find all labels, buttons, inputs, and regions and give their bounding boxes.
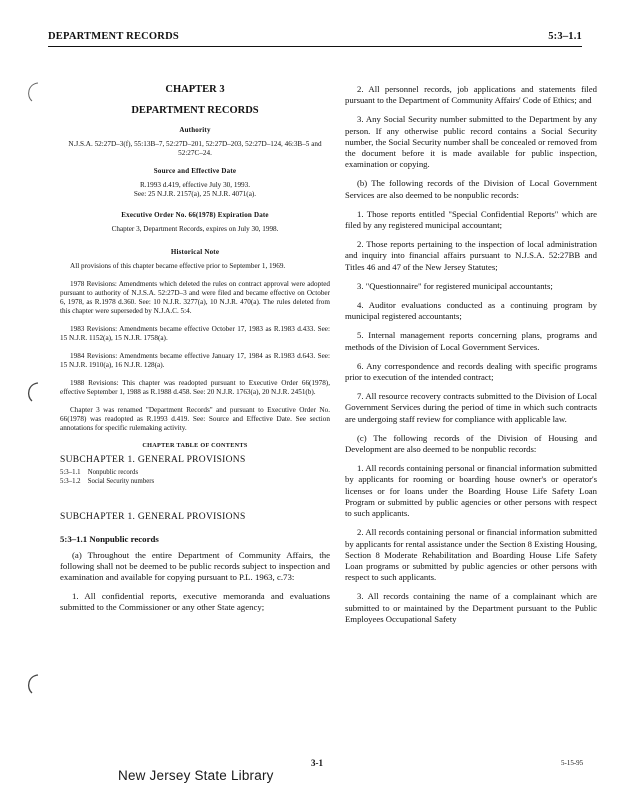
paragraph-b2: 2. Those reports pertaining to the inspection of local administration and inquiry into financial affairs pursuant to N.J.S.A. 52:27BB and Titles 46 and 47 of the New Jersey Statutes; xyxy=(345,239,597,272)
paragraph-b7: 7. All resource recovery contracts submitted to the Division of Local Government Services during the period of time in which such contracts are undergoing staff review for compliance with applicable law. xyxy=(345,391,597,424)
historical-note-paragraph: 1988 Revisions: This chapter was readopted pursuant to Executive Order 66(1978), effective September 1, 1988 as R.1988 d.458. See: 20 N.J.R. 1763(a), 20 N.J.R. 2451(b). xyxy=(60,379,330,396)
left-column xyxy=(60,84,330,621)
paragraph-c: (c) The following records of the Division of Housing and Development are also deemed to be nonpublic records: xyxy=(345,432,597,455)
authority-text: N.J.S.A. 52:27D–3(f), 55:13B–7, 52:27D–201, 52:27D–203, 52:27D–124, 46:3B–5 and 52:27C–24. xyxy=(68,140,322,157)
subchapter-heading: SUBCHAPTER 1. GENERAL PROVISIONS xyxy=(60,512,246,522)
paragraph-a3: 3. Any Social Security number submitted to the Department by any person. If any otherwise public record contains a Social Security number, the Social Security number shall be concealed or removed from the document before it is made available for public inspection, examination or copying. xyxy=(345,114,597,170)
binder-hole-mark xyxy=(22,380,46,404)
paragraph-a1: 1. All confidential reports, executive memoranda and evaluations submitted to the Commissioner or any other State agency; xyxy=(60,591,330,612)
header-title: DEPARTMENT RECORDS xyxy=(48,31,179,42)
running-header xyxy=(48,30,582,47)
historical-note-paragraph: 1978 Revisions: Amendments which deleted the rules on contract approval were adopted pursuant to authority of N.J.S.A. 52:27D–3 and were filed and became effective on October 6, 1978, as R.1978 d.360. See: 10 N.J.R. 3277(a), 10 N.J.R. 470(a). The rules deleted from this chapter were superseded by N.J.A.C. 5:4. xyxy=(60,280,330,315)
page-number: 3-1 xyxy=(311,758,323,768)
paragraph-b6: 6. Any correspondence and records dealing with specific programs prior to execution of the intended contract; xyxy=(345,360,597,383)
toc-subchapter: SUBCHAPTER 1. GENERAL PROVISIONS xyxy=(60,455,246,465)
source-line: R.1993 d.419, effective July 30, 1993. xyxy=(139,181,251,189)
toc-heading: CHAPTER TABLE OF CONTENTS xyxy=(142,442,248,449)
source-line: See: 25 N.J.R. 2157(a), 25 N.J.R. 4071(a). xyxy=(133,190,257,198)
toc-item[interactable] xyxy=(60,469,330,478)
chapter-title: DEPARTMENT RECORDS xyxy=(131,105,259,116)
paragraph-b4: 4. Auditor evaluations conducted as a continuing program by municipal registered accountants; xyxy=(345,300,597,322)
paragraph-c1: 1. All records containing personal or financial information submitted by applicants for rooming or boarding house owner's or operator's licenses or for loans under the Boarding House Life Safety Loan Program or submitted by public agencies or other persons with respect to such applicants. xyxy=(345,463,597,519)
paragraph-a2: 2. All personnel records, job applications and statements filed pursuant to the Department of Community Affairs' Code of Ethics; and xyxy=(345,84,597,106)
paragraph-b1: 1. Those reports entitled "Special Confidential Reports" which are filed by any registered municipal accountant; xyxy=(345,208,597,231)
source-text xyxy=(60,181,330,199)
right-column xyxy=(345,84,597,633)
revision-date: 5-15-95 xyxy=(561,759,584,767)
toc-item-label: Nonpublic records xyxy=(87,469,139,476)
paragraph-c2: 2. All records containing personal or financial information submitted by applicants for rental assistance under the Section 8 Existing Housing, Section 8 Moderate Rehabilitation and Boarding House Life Safety Loan programs or submitted by public agencies or other persons with respect to such applicants. xyxy=(345,527,597,583)
historical-note-heading: Historical Note xyxy=(170,248,220,256)
chapter-number: CHAPTER 3 xyxy=(165,84,225,95)
header-section: 5:3–1.1 xyxy=(548,31,582,42)
eo-heading: Executive Order No. 66(1978) Expiration Date xyxy=(121,211,269,219)
toc-item-number: 5:3–1.1 xyxy=(60,469,81,476)
paragraph-b5: 5. Internal management reports concerning plans, programs and methods of the Division of Local Government Services. xyxy=(345,330,597,352)
toc-item-number: 5:3–1.2 xyxy=(60,477,81,485)
paragraph-c3: 3. All records containing the name of a complainant which are submitted to or maintained by the Department pursuant to the Public Employees Occupational Safety xyxy=(345,591,597,624)
source-heading: Source and Effective Date xyxy=(153,167,237,175)
binder-hole-mark xyxy=(22,672,46,696)
historical-note-paragraph: Chapter 3 was renamed "Department Records" and pursuant to Executive Order No. 66(1978) was readopted as R.1993 d.419. See: Source and Effective Date. See section annotations for specific rulemaking activity. xyxy=(60,406,330,432)
historical-note-paragraph: 1983 Revisions: Amendments became effective October 17, 1983 as R.1983 d.433. See: 15 N.J.R. 1152(a), 15 N.J.R. 1758(a). xyxy=(60,325,330,342)
paragraph-b: (b) The following records of the Division of Local Government Services are also deemed to be nonpublic records: xyxy=(345,178,597,200)
library-stamp: New Jersey State Library xyxy=(118,768,274,783)
authority-heading: Authority xyxy=(179,126,211,134)
historical-note-paragraph: All provisions of this chapter became effective prior to September 1, 1969. xyxy=(70,262,286,270)
toc-item[interactable] xyxy=(60,478,330,487)
paragraph-b3: 3. "Questionnaire" for registered municipal accountants; xyxy=(357,280,553,291)
binder-hole-mark xyxy=(22,80,46,104)
historical-note-paragraph: 1984 Revisions: Amendments became effective January 17, 1984 as R.1983 d.643. See: 15 N.J.R. 1910(a), 16 N.J.R. 128(a). xyxy=(60,352,330,369)
toc-item-label: Social Security numbers xyxy=(87,477,155,485)
eo-text: Chapter 3, Department Records, expires on July 30, 1998. xyxy=(111,225,279,233)
paragraph-a: (a) Throughout the entire Department of Community Affairs, the following shall not be deemed to be public records subject to inspection and examination and available for copying pursuant to P.L. 1963, c.73: xyxy=(60,550,330,582)
section-heading: 5:3–1.1 Nonpublic records xyxy=(60,534,159,544)
